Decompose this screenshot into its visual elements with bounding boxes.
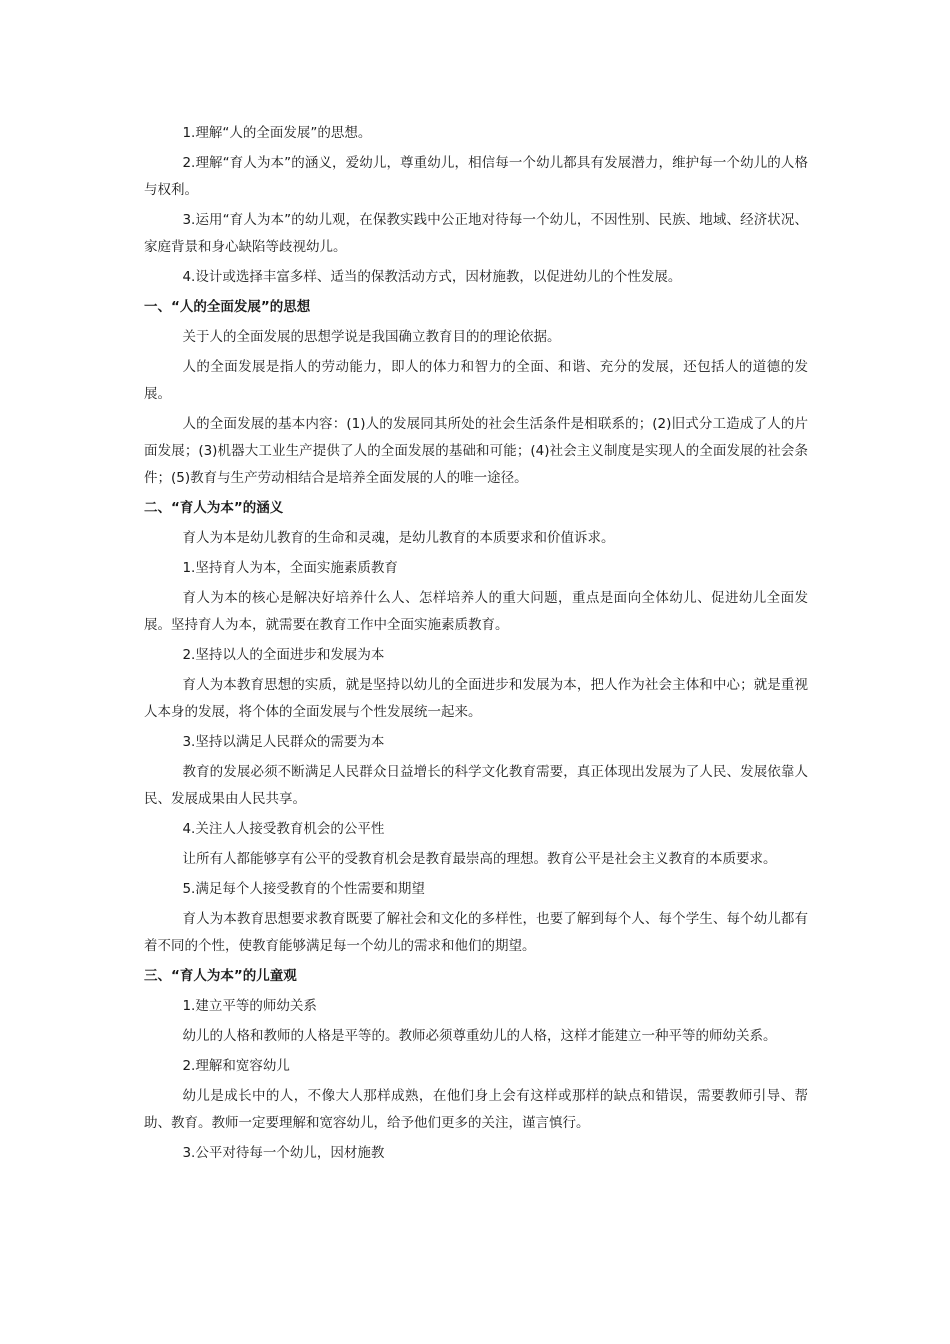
section-3-heading: 三、“育人为本”的儿童观 bbox=[144, 968, 297, 984]
section-2-heading: 二、“育人为本”的涵义 bbox=[144, 500, 284, 516]
objective-3: 3.运用“育人为本”的幼儿观，在保教实践中公正地对待每一个幼儿，不因性别、民族、地域、经济状况、家庭背景和身心缺陷等歧视幼儿。 bbox=[144, 212, 808, 255]
section-3-point-2-title: 2.理解和宽容幼儿 bbox=[182, 1058, 290, 1074]
objective-4: 4.设计或选择丰富多样、适当的保教活动方式，因材施教，以促进幼儿的个性发展。 bbox=[182, 269, 682, 285]
objective-1: 1.理解“人的全面发展”的思想。 bbox=[182, 125, 372, 141]
section-1-paragraph-2: 人的全面发展是指人的劳动能力，即人的体力和智力的全面、和谐、充分的发展，还包括人的道德的发展。 bbox=[144, 359, 808, 402]
section-2-point-1-title: 1.坚持育人为本，全面实施素质教育 bbox=[182, 560, 398, 576]
section-2-point-2-title: 2.坚持以人的全面进步和发展为本 bbox=[182, 647, 385, 663]
section-2-point-3-text: 教育的发展必须不断满足人民群众日益增长的科学文化教育需要，真正体现出发展为了人民、发展依靠人民、发展成果由人民共享。 bbox=[144, 764, 808, 807]
section-2-intro: 育人为本是幼儿教育的生命和灵魂，是幼儿教育的本质要求和价值诉求。 bbox=[182, 530, 615, 546]
section-3-point-1-text: 幼儿的人格和教师的人格是平等的。教师必须尊重幼儿的人格，这样才能建立一种平等的师幼关系。 bbox=[182, 1028, 777, 1044]
section-1-paragraph-1: 关于人的全面发展的思想学说是我国确立教育目的的理论依据。 bbox=[182, 329, 561, 345]
section-2-point-3-title: 3.坚持以满足人民群众的需要为本 bbox=[182, 734, 385, 750]
section-2-point-2-text: 育人为本教育思想的实质，就是坚持以幼儿的全面进步和发展为本，把人作为社会主体和中心；就是重视人本身的发展，将个体的全面发展与个性发展统一起来。 bbox=[144, 677, 808, 720]
section-2-point-4-text: 让所有人都能够享有公平的受教育机会是教育最崇高的理想。教育公平是社会主义教育的本质要求。 bbox=[182, 851, 777, 867]
section-1-paragraph-3: 人的全面发展的基本内容：(1)人的发展同其所处的社会生活条件是相联系的；(2)旧式分工造成了人的片面发展；(3)机器大工业生产提供了人的全面发展的基础和可能；(4)社会主义制度是实现人的全面发展的社会条件；(5)教育与生产劳动相结合是培养全面发展的人的唯一途径。 bbox=[144, 416, 808, 486]
section-2-point-4-title: 4.关注人人接受教育机会的公平性 bbox=[182, 821, 385, 837]
section-3-point-3-title: 3.公平对待每一个幼儿，因材施教 bbox=[182, 1145, 385, 1161]
section-2-point-1-text: 育人为本的核心是解决好培养什么人、怎样培养人的重大问题，重点是面向全体幼儿、促进幼儿全面发展。坚持育人为本，就需要在教育工作中全面实施素质教育。 bbox=[144, 590, 808, 633]
objective-2: 2.理解“育人为本”的涵义，爱幼儿，尊重幼儿，相信每一个幼儿都具有发展潜力，维护每一个幼儿的人格与权利。 bbox=[144, 155, 808, 198]
section-3-point-1-title: 1.建立平等的师幼关系 bbox=[182, 998, 317, 1014]
section-2-point-5-text: 育人为本教育思想要求教育既要了解社会和文化的多样性，也要了解到每个人、每个学生、每个幼儿都有着不同的个性，使教育能够满足每一个幼儿的需求和他们的期望。 bbox=[144, 911, 808, 954]
section-3-point-2-text: 幼儿是成长中的人，不像大人那样成熟，在他们身上会有这样或那样的缺点和错误，需要教师引导、帮助、教育。教师一定要理解和宽容幼儿，给予他们更多的关注，谨言慎行。 bbox=[144, 1088, 808, 1131]
section-1-heading: 一、“人的全面发展”的思想 bbox=[144, 299, 311, 315]
document-page bbox=[144, 120, 808, 1170]
section-2-point-5-title: 5.满足每个人接受教育的个性需要和期望 bbox=[182, 881, 425, 897]
